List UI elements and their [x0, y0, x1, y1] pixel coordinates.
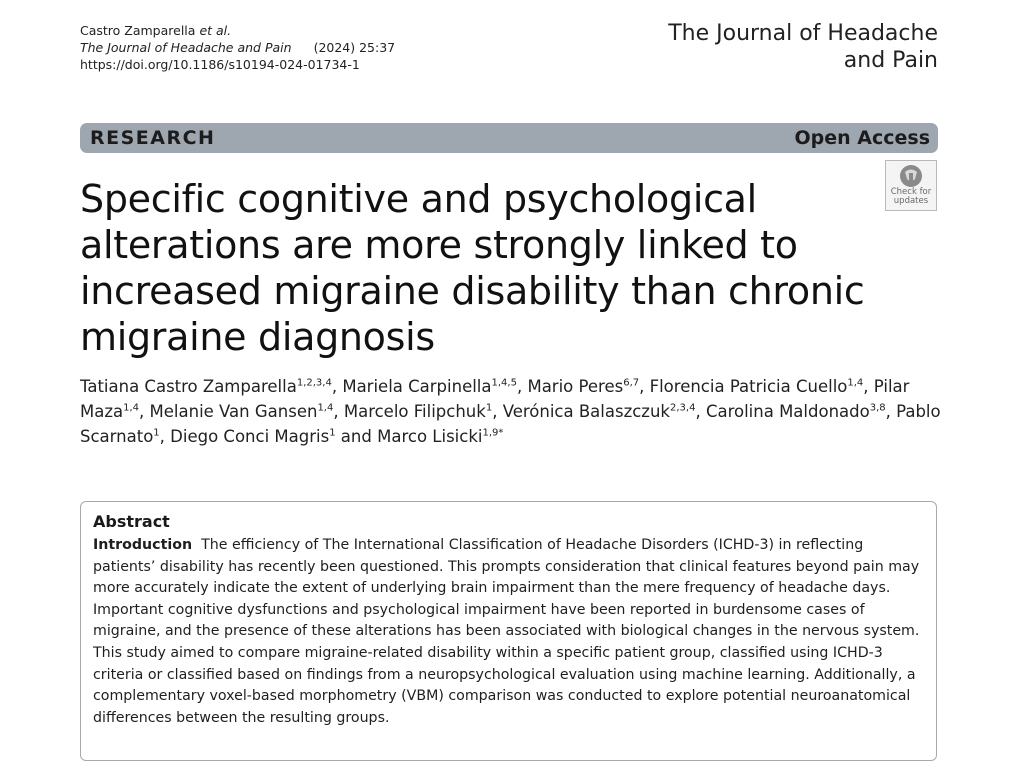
- author-name[interactable]: Florencia Patricia Cuello: [649, 377, 848, 396]
- author-separator: ,: [863, 377, 874, 396]
- author-affiliation: 1,2,3,4: [296, 377, 332, 389]
- author-affiliation: 1,9*: [482, 427, 504, 439]
- author-name[interactable]: Melanie Van Gansen: [149, 402, 318, 421]
- citation-doi[interactable]: https://doi.org/10.1186/s10194-024-01734-1: [80, 57, 360, 72]
- author-affiliation: 3,8: [869, 402, 886, 414]
- author-separator: ,: [516, 377, 528, 396]
- author-separator: ,: [885, 402, 897, 421]
- abstract-body: [93, 535, 924, 729]
- author-entry: [706, 402, 896, 421]
- author-separator: ,: [139, 402, 150, 421]
- author-name[interactable]: Mario Peres: [527, 377, 624, 396]
- author-separator: ,: [695, 402, 706, 421]
- journal-name-line2: and Pain: [843, 48, 938, 73]
- author-name[interactable]: Verónica Balaszczuk: [502, 402, 670, 421]
- author-separator: ,: [492, 402, 503, 421]
- author-affiliation: 1: [153, 427, 160, 439]
- author-affiliation: 1,4: [123, 402, 140, 414]
- author-entry: [650, 377, 874, 396]
- author-separator: ,: [331, 377, 343, 396]
- author-affiliation: 1,4,5: [491, 377, 517, 389]
- abstract-box: [80, 501, 937, 761]
- article-type-label: RESEARCH: [90, 127, 216, 149]
- author-entry: [150, 402, 344, 421]
- citation-journal-line: [80, 39, 395, 56]
- author-name[interactable]: Carolina Maldonado: [705, 402, 870, 421]
- abstract-introduction-text: The efficiency of The International Classification of Headache Disorders (ICHD-3) in reflecting patients’ disability has recently been questioned. This prompts consideration that clinical features beyond pain may more accurately indicate the extent of underlying brain impairment than the mere frequency of headache days. Important cognitive dysfunctions and psychological impairment have been reported in burdensome cases of migraine, and the presence of these alterations has been associated with biological changes in the nervous system. This study aimed to compare migraine-related disability within a specific patient group, classified using ICHD-3 criteria or classified based on findings from a neuropsychological evaluation using machine learning. Additionally, a complementary voxel-based morphometry (VBM) comparison was conducted to explore potential neuroanatomical differences between the resulting groups.: [93, 537, 920, 726]
- author-separator: ,: [639, 377, 650, 396]
- author-separator: ,: [159, 427, 171, 446]
- journal-name-line1: The Journal of Headache: [668, 21, 938, 46]
- author-entry: [344, 402, 503, 421]
- badge-text-line2: updates: [893, 196, 929, 206]
- citation-journal: The Journal of Headache and Pain: [80, 40, 292, 55]
- citation-year-volume: (2024) 25:37: [313, 40, 396, 55]
- author-name[interactable]: Pablo Scarnato: [80, 402, 941, 446]
- citation-et-al: et al.: [199, 23, 232, 38]
- badge-text-line1: Check for: [890, 187, 932, 197]
- author-entry: [527, 377, 649, 396]
- open-access-label: Open Access: [794, 127, 930, 149]
- author-entry: [80, 377, 342, 396]
- author-separator: and: [335, 427, 378, 446]
- author-entry: [342, 377, 527, 396]
- citation-authors-line: [80, 22, 395, 39]
- author-separator: ,: [333, 402, 344, 421]
- article-type-banner: [80, 123, 938, 153]
- author-affiliation: 6,7: [623, 377, 640, 389]
- author-entry: [170, 427, 377, 446]
- author-entry: [503, 402, 706, 421]
- author-name[interactable]: Marco Lisicki: [377, 427, 483, 446]
- author-name[interactable]: Mariela Carpinella: [342, 377, 492, 396]
- author-name[interactable]: Pilar Maza: [80, 377, 910, 421]
- abstract-heading: Abstract: [93, 512, 170, 531]
- journal-name: [668, 20, 938, 74]
- author-affiliation: 1: [329, 427, 336, 439]
- author-affiliation: 1,4: [317, 402, 334, 414]
- author-name[interactable]: Marcelo Filipchuk: [343, 402, 486, 421]
- author-list: [80, 374, 950, 449]
- author-affiliation: 2,3,4: [669, 402, 696, 414]
- author-affiliation: 1,4: [847, 377, 864, 389]
- author-name[interactable]: Diego Conci Magris: [170, 427, 330, 446]
- article-title: Specific cognitive and psychological alterations are more strongly linked to increased migraine disability than chronic migraine diagnosis: [80, 177, 865, 359]
- abstract-section-label: Introduction: [93, 537, 193, 553]
- author-affiliation: 1: [485, 402, 493, 414]
- citation-authors: Castro Zamparella: [80, 23, 196, 38]
- author-entry: [377, 427, 503, 446]
- author-name[interactable]: Tatiana Castro Zamparella: [80, 377, 297, 396]
- citation-block: [80, 22, 395, 73]
